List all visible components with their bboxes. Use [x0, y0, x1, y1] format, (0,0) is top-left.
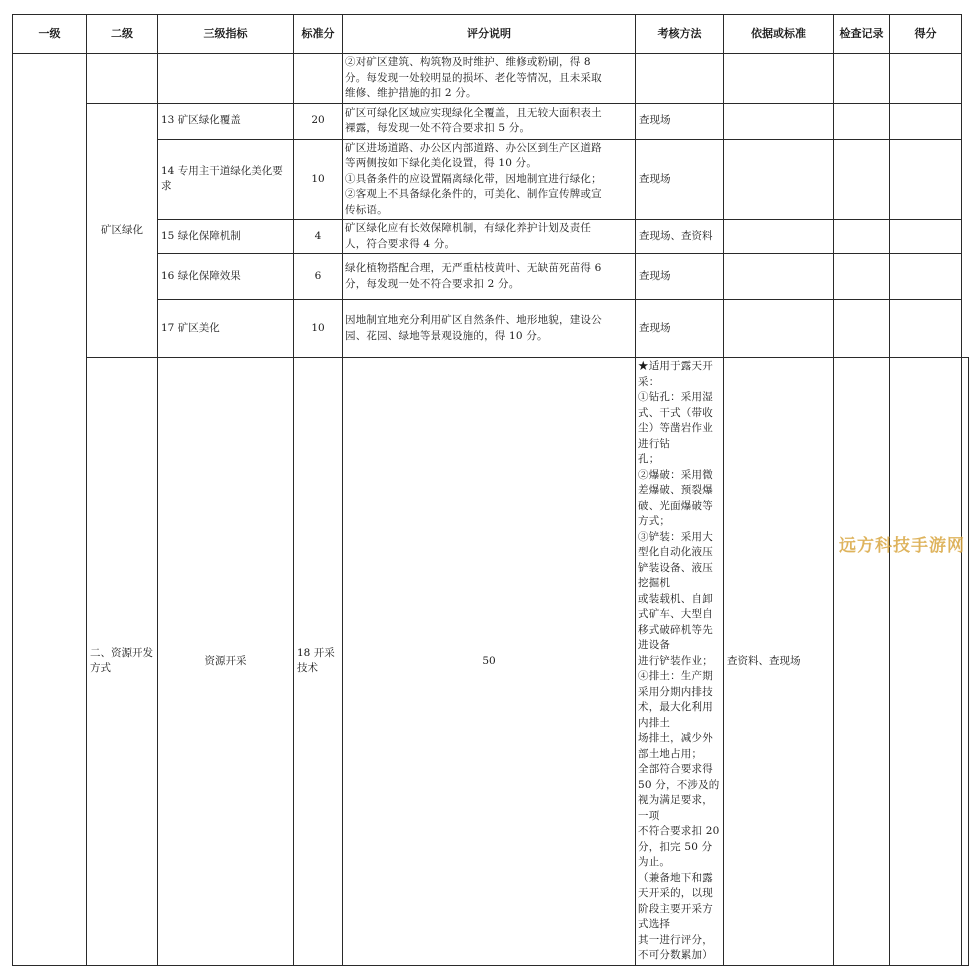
- basis-cell: [724, 254, 834, 300]
- score-cell-empty: [294, 54, 343, 104]
- method-cell: 查资料、查现场: [724, 358, 834, 966]
- indicator-cell: 17 矿区美化: [158, 300, 294, 358]
- header-row: [13, 15, 969, 54]
- score-result-cell: [962, 358, 969, 966]
- level2-cell: 资源开采: [158, 358, 294, 966]
- indicator-cell: 15 绿化保障机制: [158, 220, 294, 254]
- header-assessment-method: 考核方法: [636, 15, 724, 54]
- scoring-note: 因地制宜地充分利用矿区自然条件、地形地貌，建设公 园、花园、绿地等景观设施的，得 10 分。: [343, 300, 636, 358]
- method-cell: 查现场: [636, 300, 724, 358]
- record-cell: [834, 139, 890, 220]
- indicator-cell: 16 绿化保障效果: [158, 254, 294, 300]
- record-cell: [834, 54, 890, 104]
- record-cell: [834, 103, 890, 139]
- table-row: [13, 103, 969, 139]
- header-basis-standard: 依据或标准: [724, 15, 834, 54]
- standard-score-cell: 50: [343, 358, 636, 966]
- record-cell: [890, 358, 962, 966]
- score-result-cell: [890, 54, 962, 104]
- evaluation-table: [12, 14, 969, 966]
- method-cell: 查现场、查资料: [636, 220, 724, 254]
- score-result-cell: [890, 254, 962, 300]
- scoring-note: ★适用于露天开采： ①钻孔：采用湿式、干式（带收尘）等凿岩作业进行钻 孔； ②爆破：采用微差爆破、预裂爆破、光面爆破等方式； ③铲装：采用大型化自动化液压铲装设备、液压挖掘机 或装载机、自卸式矿车、大型自移式破碎机等先进设备 进行铲装作业； ④排土：生产期采用分期内排技术，最大化利用内排土 场排土，减少外部土地占用； 全部符合要求得 50 分，不涉及的视为满足要求，一项 不符合要求扣 20 分，扣完 50 分为止。 （兼备地下和露天开采的，以现阶段主要开采方式选择 其一进行评分，不可分数累加）: [636, 358, 724, 966]
- table-row: [13, 358, 969, 966]
- score-result-cell: [890, 300, 962, 358]
- score-result-cell: [890, 220, 962, 254]
- scoring-note: 绿化植物搭配合理，无严重枯枝黄叶、无缺苗死苗得 6 分，每发现一处不符合要求扣 2 分。: [343, 254, 636, 300]
- basis-cell: [724, 139, 834, 220]
- basis-cell: [724, 103, 834, 139]
- scoring-note: ②对矿区建筑、构筑物及时维护、维修或粉刷，得 8 分。每发现一处较明显的损坏、老化等情况，且未采取 维修、维护措施的扣 2 分。: [343, 54, 636, 104]
- scoring-note: 矿区绿化应有长效保障机制，有绿化养护计划及责任 人，符合要求得 4 分。: [343, 220, 636, 254]
- level2-cell-empty: [87, 54, 158, 104]
- standard-score-cell: 20: [294, 103, 343, 139]
- standard-score-cell: 6: [294, 254, 343, 300]
- score-result-cell: [890, 103, 962, 139]
- level2-cell: 矿区绿化: [87, 103, 158, 358]
- header-level3-indicator: 三级指标: [158, 15, 294, 54]
- basis-cell: [834, 358, 890, 966]
- record-cell: [834, 220, 890, 254]
- basis-cell: [724, 54, 834, 104]
- method-cell: 查现场: [636, 139, 724, 220]
- standard-score-cell: 10: [294, 300, 343, 358]
- score-result-cell: [890, 139, 962, 220]
- record-cell: [834, 300, 890, 358]
- record-cell: [834, 254, 890, 300]
- standard-score-cell: 4: [294, 220, 343, 254]
- scoring-note: 矿区可绿化区域应实现绿化全覆盖，且无较大面积表土 裸露，每发现一处不符合要求扣 5 分。: [343, 103, 636, 139]
- indicator-cell: 13 矿区绿化覆盖: [158, 103, 294, 139]
- method-cell: 查现场: [636, 103, 724, 139]
- basis-cell: [724, 300, 834, 358]
- method-cell-empty: [636, 54, 724, 104]
- level1-cell-empty: [13, 54, 87, 966]
- basis-cell: [724, 220, 834, 254]
- level1-cell: 二、资源开发方式: [87, 358, 158, 966]
- scoring-note: 矿区进场道路、办公区内部道路、办公区到生产区道路 等两侧按如下绿化美化设置，得 10 分。 ①具备条件的应设置隔离绿化带，因地制宜进行绿化； ②客观上不具备绿化条件的，可美化、制作宣传牌或宣 传标语。: [343, 139, 636, 220]
- header-level1: 一级: [13, 15, 87, 54]
- indicator-cell-empty: [158, 54, 294, 104]
- evaluation-table-page: [12, 14, 969, 966]
- standard-score-cell: 10: [294, 139, 343, 220]
- indicator-cell: 14 专用主干道绿化美化要求: [158, 139, 294, 220]
- header-scoring-description: 评分说明: [343, 15, 636, 54]
- indicator-cell: 18 开采技术: [294, 358, 343, 966]
- header-standard-score: 标准分: [294, 15, 343, 54]
- header-level2: 二级: [87, 15, 158, 54]
- site-watermark: 远方科技手游网: [839, 536, 965, 556]
- table-row: [13, 54, 969, 104]
- header-inspection-record: 检查记录: [834, 15, 890, 54]
- header-score: 得分: [890, 15, 962, 54]
- method-cell: 查现场: [636, 254, 724, 300]
